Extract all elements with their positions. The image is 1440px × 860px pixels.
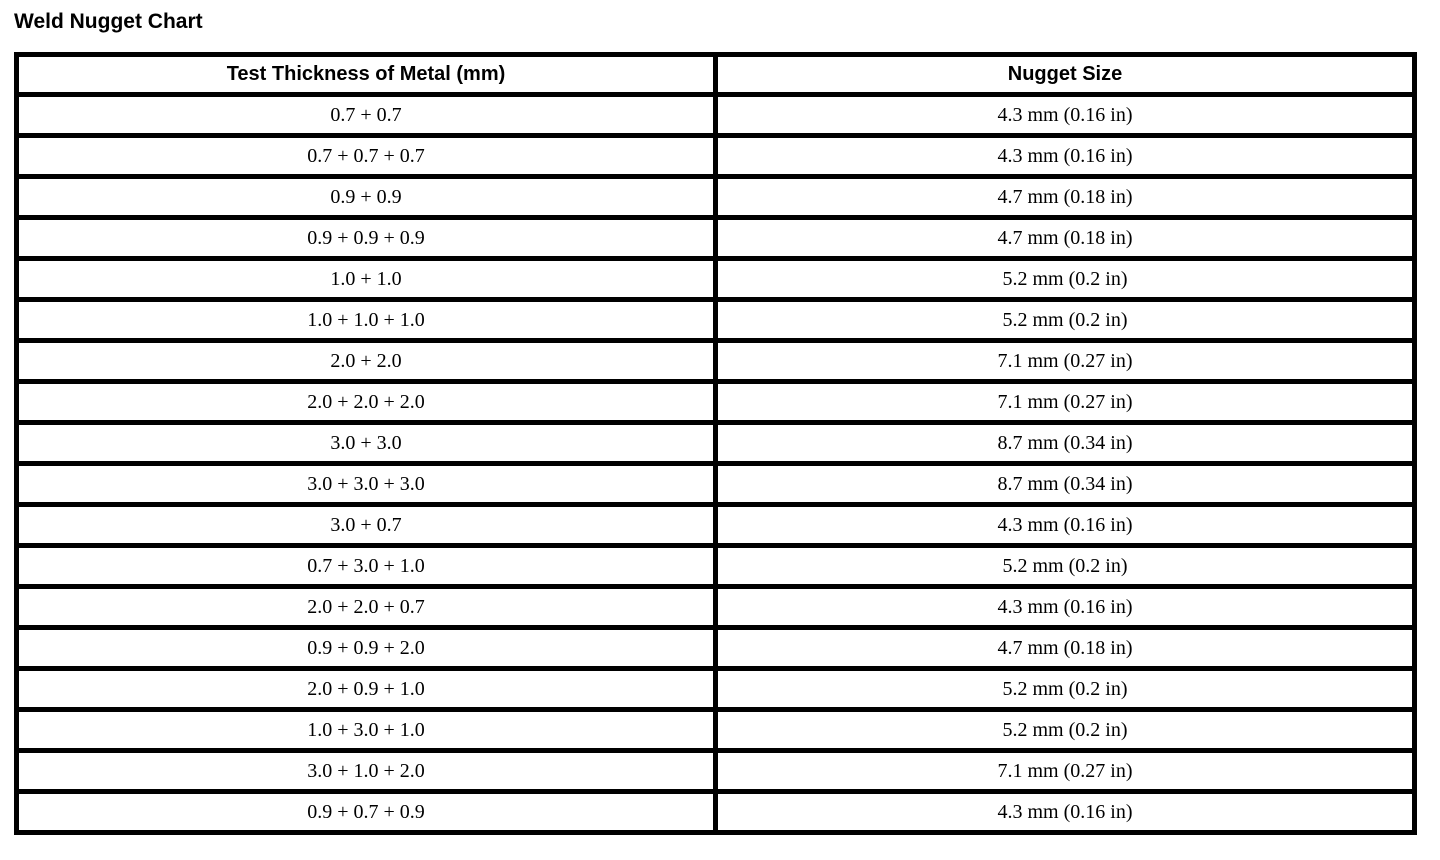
cell-test-thickness: 1.0 + 1.0 + 1.0 — [17, 300, 716, 341]
cell-test-thickness: 3.0 + 0.7 — [17, 505, 716, 546]
page-title: Weld Nugget Chart — [14, 10, 203, 33]
cell-nugget-size: 7.1 mm (0.27 in) — [716, 382, 1415, 423]
cell-nugget-size: 4.7 mm (0.18 in) — [716, 177, 1415, 218]
cell-nugget-size: 4.3 mm (0.16 in) — [716, 136, 1415, 177]
cell-test-thickness: 3.0 + 3.0 — [17, 423, 716, 464]
cell-nugget-size: 5.2 mm (0.2 in) — [716, 669, 1415, 710]
table-row — [17, 751, 1415, 792]
cell-nugget-size: 4.7 mm (0.18 in) — [716, 628, 1415, 669]
cell-test-thickness: 0.9 + 0.9 — [17, 177, 716, 218]
cell-test-thickness: 2.0 + 2.0 — [17, 341, 716, 382]
cell-test-thickness: 2.0 + 2.0 + 0.7 — [17, 587, 716, 628]
cell-test-thickness: 3.0 + 3.0 + 3.0 — [17, 464, 716, 505]
table-row — [17, 95, 1415, 136]
table-row — [17, 423, 1415, 464]
table-body — [17, 95, 1415, 833]
cell-nugget-size: 5.2 mm (0.2 in) — [716, 710, 1415, 751]
table-row — [17, 792, 1415, 833]
column-header-test-thickness: Test Thickness of Metal (mm) — [17, 55, 716, 95]
cell-test-thickness: 0.9 + 0.9 + 2.0 — [17, 628, 716, 669]
cell-test-thickness: 1.0 + 3.0 + 1.0 — [17, 710, 716, 751]
cell-test-thickness: 0.9 + 0.9 + 0.9 — [17, 218, 716, 259]
cell-test-thickness: 2.0 + 0.9 + 1.0 — [17, 669, 716, 710]
cell-nugget-size: 4.3 mm (0.16 in) — [716, 587, 1415, 628]
table-row — [17, 259, 1415, 300]
table-row — [17, 587, 1415, 628]
table-row — [17, 382, 1415, 423]
cell-test-thickness: 0.7 + 3.0 + 1.0 — [17, 546, 716, 587]
table-row — [17, 341, 1415, 382]
cell-nugget-size: 7.1 mm (0.27 in) — [716, 751, 1415, 792]
cell-test-thickness: 1.0 + 1.0 — [17, 259, 716, 300]
cell-nugget-size: 4.3 mm (0.16 in) — [716, 505, 1415, 546]
column-header-nugget-size: Nugget Size — [716, 55, 1415, 95]
header-row — [17, 55, 1415, 95]
table-row — [17, 628, 1415, 669]
cell-nugget-size: 8.7 mm (0.34 in) — [716, 423, 1415, 464]
weld-nugget-table — [14, 52, 1417, 835]
table-row — [17, 710, 1415, 751]
table-row — [17, 136, 1415, 177]
cell-nugget-size: 8.7 mm (0.34 in) — [716, 464, 1415, 505]
table-row — [17, 300, 1415, 341]
table-row — [17, 669, 1415, 710]
cell-test-thickness: 0.9 + 0.7 + 0.9 — [17, 792, 716, 833]
table-row — [17, 177, 1415, 218]
table-row — [17, 505, 1415, 546]
table-row — [17, 218, 1415, 259]
cell-nugget-size: 5.2 mm (0.2 in) — [716, 546, 1415, 587]
cell-test-thickness: 3.0 + 1.0 + 2.0 — [17, 751, 716, 792]
cell-test-thickness: 0.7 + 0.7 + 0.7 — [17, 136, 716, 177]
cell-nugget-size: 7.1 mm (0.27 in) — [716, 341, 1415, 382]
cell-nugget-size: 4.3 mm (0.16 in) — [716, 792, 1415, 833]
cell-test-thickness: 0.7 + 0.7 — [17, 95, 716, 136]
table-row — [17, 464, 1415, 505]
cell-nugget-size: 4.7 mm (0.18 in) — [716, 218, 1415, 259]
cell-test-thickness: 2.0 + 2.0 + 2.0 — [17, 382, 716, 423]
cell-nugget-size: 5.2 mm (0.2 in) — [716, 300, 1415, 341]
table-row — [17, 546, 1415, 587]
cell-nugget-size: 5.2 mm (0.2 in) — [716, 259, 1415, 300]
cell-nugget-size: 4.3 mm (0.16 in) — [716, 95, 1415, 136]
